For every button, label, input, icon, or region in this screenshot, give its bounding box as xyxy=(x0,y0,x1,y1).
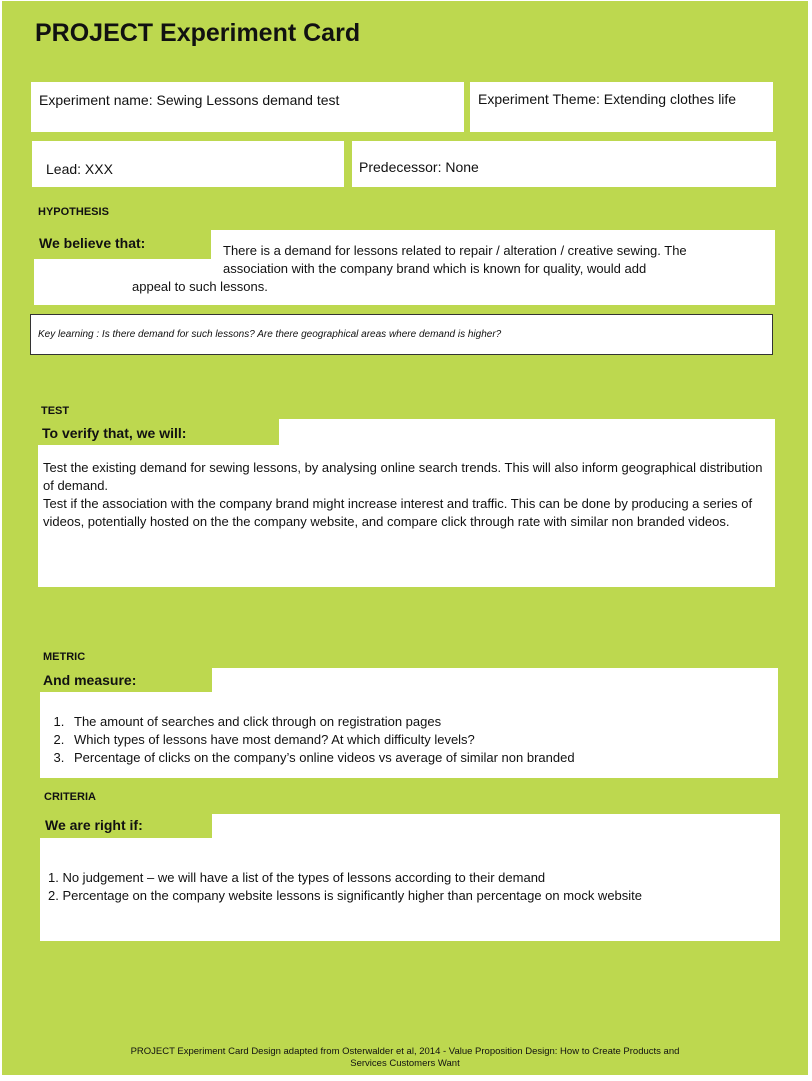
footer-credit xyxy=(2,1046,808,1070)
key-learning-box xyxy=(30,314,773,355)
test-body xyxy=(43,459,765,531)
criteria-body xyxy=(48,869,773,905)
predecessor: Predecessor: None xyxy=(359,159,479,175)
criteria-subtitle: We are right if: xyxy=(45,817,143,833)
experiment-theme: Experiment Theme: Extending clothes life xyxy=(478,91,737,107)
footer-line-1: PROJECT Experiment Card Design adapted from Osterwalder et al, 2014 - Value Proposition Design: How to Create Products and xyxy=(130,1046,680,1057)
metric-box-top xyxy=(212,668,778,693)
criteria-label: CRITERIA xyxy=(44,791,96,803)
metric-item: 3. Percentage of clicks on the company’s online videos vs average of similar non branded xyxy=(68,749,793,767)
test-label: TEST xyxy=(41,405,70,417)
hypothesis-label: HYPOTHESIS xyxy=(38,206,109,218)
criteria-item: 1. No judgement – we will have a list of the types of lessons according to their demand xyxy=(48,870,546,885)
hypothesis-line-1: There is a demand for lessons related to repair / alteration / creative sewing. The xyxy=(223,243,687,258)
criteria-box-top xyxy=(212,814,780,839)
hypothesis-line-2: association with the company brand which is known for quality, would add xyxy=(223,261,647,276)
metric-item: 1. The amount of searches and click through on registration pages xyxy=(68,713,793,731)
test-paragraph-2: Test if the association with the company brand might increase interest and traffic. This can be done by producing a series of videos, potentially hosted on the the company website, and compare click through rate with similar non branded videos. xyxy=(43,496,753,529)
hypothesis-line-3: appeal to such lessons. xyxy=(132,279,268,294)
experiment-card xyxy=(2,1,808,1075)
hypothesis-subtitle: We believe that: xyxy=(39,235,146,251)
test-subtitle: To verify that, we will: xyxy=(42,425,187,441)
test-paragraph-1: Test the existing demand for sewing lessons, by analysing online search trends. This will also inform geographical distribution of demand. xyxy=(43,460,763,493)
footer-line-2: Services Customers Want xyxy=(350,1058,460,1069)
metric-label: METRIC xyxy=(43,651,86,663)
experiment-name: Experiment name: Sewing Lessons demand test xyxy=(39,92,340,108)
criteria-item: 2. Percentage on the company website lessons is significantly higher than percentage on mock website xyxy=(48,888,643,903)
key-learning-text: Key learning : Is there demand for such lessons? Are there geographical areas where demand is higher? xyxy=(38,329,502,340)
metric-item: 2. Which types of lessons have most demand? At which difficulty levels? xyxy=(68,731,793,749)
page-title: PROJECT Experiment Card xyxy=(35,19,361,47)
lead: Lead: XXX xyxy=(46,161,113,177)
test-box-top xyxy=(279,419,775,446)
metric-list xyxy=(43,713,793,767)
metric-subtitle: And measure: xyxy=(43,672,137,688)
